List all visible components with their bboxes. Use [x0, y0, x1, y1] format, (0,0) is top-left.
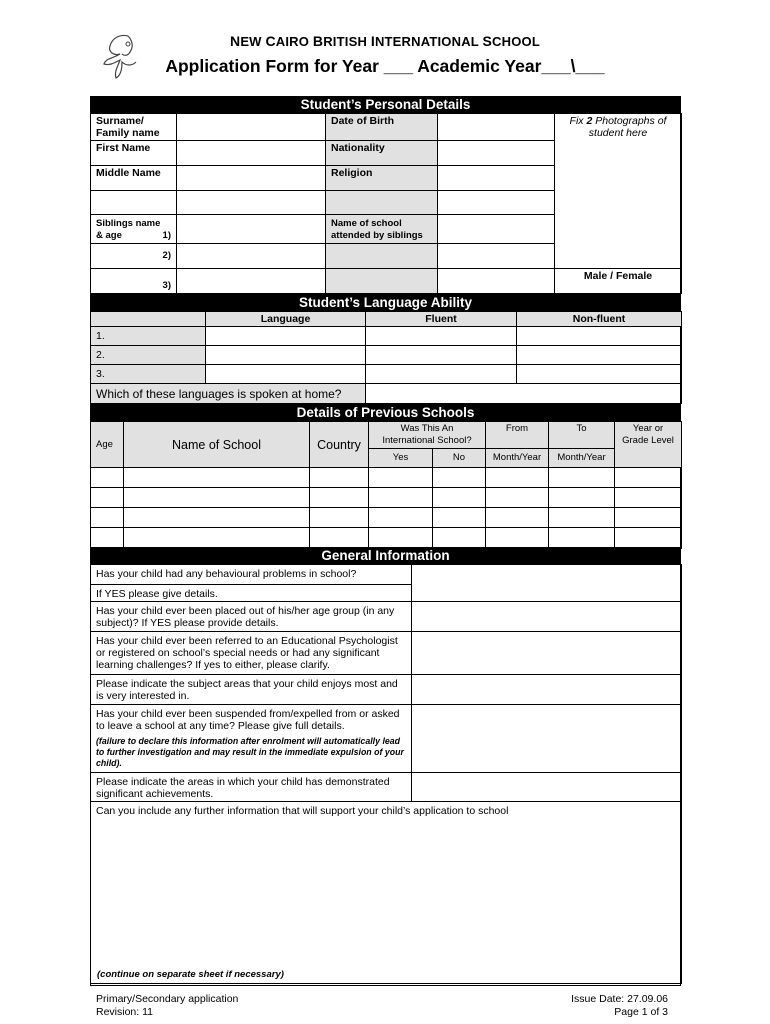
q-further-info[interactable]: Can you include any further information that will support your child’s application to school (continue on separate sheet if necessary)	[91, 802, 682, 984]
school-row-cell[interactable]	[549, 488, 615, 508]
school-name: NEW CAIRO BRITISH INTERNATIONAL SCHOOL	[230, 33, 540, 49]
language-corner-cell	[91, 312, 206, 327]
q-subject-interests: Please indicate the subject areas that your child enjoys most and is very interested in.	[91, 675, 412, 705]
school-row-cell[interactable]	[124, 468, 310, 488]
general-info-header: General Information	[90, 547, 681, 564]
school-siblings-shaded-3	[326, 269, 438, 294]
school-row-cell[interactable]	[124, 508, 310, 528]
language-row-number: 3.	[91, 365, 206, 384]
form-title: Application Form for Year ___ Academic Year___\___	[165, 56, 605, 76]
col-from-month-year: Month/Year	[486, 449, 549, 468]
school-siblings-field-2[interactable]	[438, 244, 555, 269]
school-row-cell[interactable]	[486, 528, 549, 549]
language-3-fluent[interactable]	[366, 365, 517, 384]
col-age: Age	[91, 422, 124, 468]
blank-shaded-cell	[326, 191, 438, 215]
q-subject-interests-answer[interactable]	[412, 675, 682, 705]
school-siblings-shaded-2	[326, 244, 438, 269]
col-nonfluent: Non-fluent	[517, 312, 682, 327]
language-1-nonfluent[interactable]	[517, 327, 682, 346]
school-row-cell[interactable]	[91, 468, 124, 488]
blank-field-cell-2[interactable]	[438, 191, 555, 215]
school-row-cell[interactable]	[486, 468, 549, 488]
gender-label[interactable]: Male / Female	[555, 269, 682, 294]
col-yes: Yes	[369, 449, 433, 468]
school-row-cell[interactable]	[369, 488, 433, 508]
personal-details-table	[90, 113, 682, 294]
language-2-nonfluent[interactable]	[517, 346, 682, 365]
col-from: From	[486, 422, 549, 449]
school-row-cell[interactable]	[124, 528, 310, 549]
col-school-name: Name of School	[124, 422, 310, 468]
school-row-cell[interactable]	[369, 468, 433, 488]
school-row-cell[interactable]	[124, 488, 310, 508]
school-row-cell[interactable]	[615, 528, 682, 549]
first-name-field[interactable]	[177, 141, 326, 166]
dob-label: Date of Birth	[326, 114, 438, 141]
home-language-field[interactable]	[366, 384, 682, 404]
nationality-label: Nationality	[326, 141, 438, 166]
school-siblings-label: Name of school attended by siblings	[326, 215, 438, 244]
footer-left: Primary/Secondary application Revision: 11	[96, 993, 239, 1018]
q-age-group: Has your child ever been placed out of his/her age group (in any subject)? If YES please provide details.	[91, 602, 412, 632]
surname-field[interactable]	[177, 114, 326, 141]
language-row-number: 1.	[91, 327, 206, 346]
school-row-cell[interactable]	[486, 508, 549, 528]
col-international: Was This An International School?	[369, 422, 486, 449]
sibling-3-label: 3)	[91, 269, 177, 294]
school-row-cell[interactable]	[549, 468, 615, 488]
sibling-2-label: 2)	[91, 244, 177, 269]
col-to: To	[549, 422, 615, 449]
school-row-cell[interactable]	[615, 508, 682, 528]
school-row-cell[interactable]	[310, 528, 369, 549]
nationality-field[interactable]	[438, 141, 555, 166]
school-siblings-field-1[interactable]	[438, 215, 555, 244]
previous-schools-header: Details of Previous Schools	[90, 404, 681, 421]
sibling-1-field[interactable]	[177, 215, 326, 244]
col-no: No	[433, 449, 486, 468]
school-row-cell[interactable]	[369, 508, 433, 528]
school-siblings-field-3[interactable]	[438, 269, 555, 294]
school-row-cell[interactable]	[91, 528, 124, 549]
sibling-2-field[interactable]	[177, 244, 326, 269]
first-name-label: First Name	[91, 141, 177, 166]
continue-note: (continue on separate sheet if necessary)	[97, 969, 284, 980]
school-row-cell[interactable]	[433, 488, 486, 508]
language-row-number: 2.	[91, 346, 206, 365]
q-suspended-expelled: Has your child ever been suspended from/expelled from or asked to leave a school at any time? Please give full details. (failure to declare this information after enrolment will automatically lead to further investigation and may result in the immediate expulsion of your child).	[91, 705, 412, 773]
q-achievements: Please indicate the areas in which your child has demonstrated significant achievements.	[91, 773, 412, 802]
q-behavioural-problems-answer[interactable]	[412, 565, 682, 602]
school-row-cell[interactable]	[369, 528, 433, 549]
q-suspended-expelled-answer[interactable]	[412, 705, 682, 773]
school-row-cell[interactable]	[486, 488, 549, 508]
col-to-month-year: Month/Year	[549, 449, 615, 468]
q-special-needs: Has your child ever been referred to an Educational Psychologist or registered on school’s special needs or had any significant learning challenges? If yes to either, please clarify.	[91, 632, 412, 675]
col-language: Language	[206, 312, 366, 327]
language-header: Student’s Language Ability	[90, 294, 681, 311]
q-behavioural-problems: Has your child had any behavioural problems in school? If YES please give details.	[91, 565, 412, 602]
blank-field-cell[interactable]	[177, 191, 326, 215]
col-grade: Year or Grade Level	[615, 422, 682, 468]
previous-schools-table	[90, 421, 682, 549]
general-info-table	[90, 564, 682, 984]
school-row-cell[interactable]	[433, 528, 486, 549]
language-2-field[interactable]	[206, 346, 366, 365]
school-row-cell[interactable]	[615, 488, 682, 508]
surname-label: Surname/ Family name	[91, 114, 177, 141]
q-special-needs-answer[interactable]	[412, 632, 682, 675]
language-1-field[interactable]	[206, 327, 366, 346]
school-row-cell[interactable]	[91, 488, 124, 508]
siblings-label: Siblings name & age 1)	[91, 215, 177, 244]
language-3-field[interactable]	[206, 365, 366, 384]
language-3-nonfluent[interactable]	[517, 365, 682, 384]
sibling-3-field[interactable]	[177, 269, 326, 294]
q-achievements-answer[interactable]	[412, 773, 682, 802]
language-2-fluent[interactable]	[366, 346, 517, 365]
blank-label-cell	[91, 191, 177, 215]
col-country: Country	[310, 422, 369, 468]
q-age-group-answer[interactable]	[412, 602, 682, 632]
middle-name-label: Middle Name	[91, 166, 177, 191]
personal-details-header: Student’s Personal Details	[90, 96, 681, 113]
religion-field[interactable]	[438, 166, 555, 191]
middle-name-field[interactable]	[177, 166, 326, 191]
dob-field[interactable]	[438, 114, 555, 141]
school-row-cell[interactable]	[433, 508, 486, 528]
school-row-cell[interactable]	[310, 488, 369, 508]
school-row-cell[interactable]	[91, 508, 124, 528]
school-row-cell[interactable]	[310, 508, 369, 528]
home-language-question: Which of these languages is spoken at home?	[91, 384, 366, 404]
language-table	[90, 311, 682, 404]
school-row-cell[interactable]	[549, 528, 615, 549]
school-row-cell[interactable]	[549, 508, 615, 528]
col-fluent: Fluent	[366, 312, 517, 327]
language-1-fluent[interactable]	[366, 327, 517, 346]
footer-right: Issue Date: 27.09.06 Page 1 of 3	[571, 993, 668, 1018]
school-row-cell[interactable]	[615, 468, 682, 488]
religion-label: Religion	[326, 166, 438, 191]
school-row-cell[interactable]	[310, 468, 369, 488]
school-row-cell[interactable]	[433, 468, 486, 488]
photo-box: Fix 2 Photographs of student here	[555, 114, 682, 269]
